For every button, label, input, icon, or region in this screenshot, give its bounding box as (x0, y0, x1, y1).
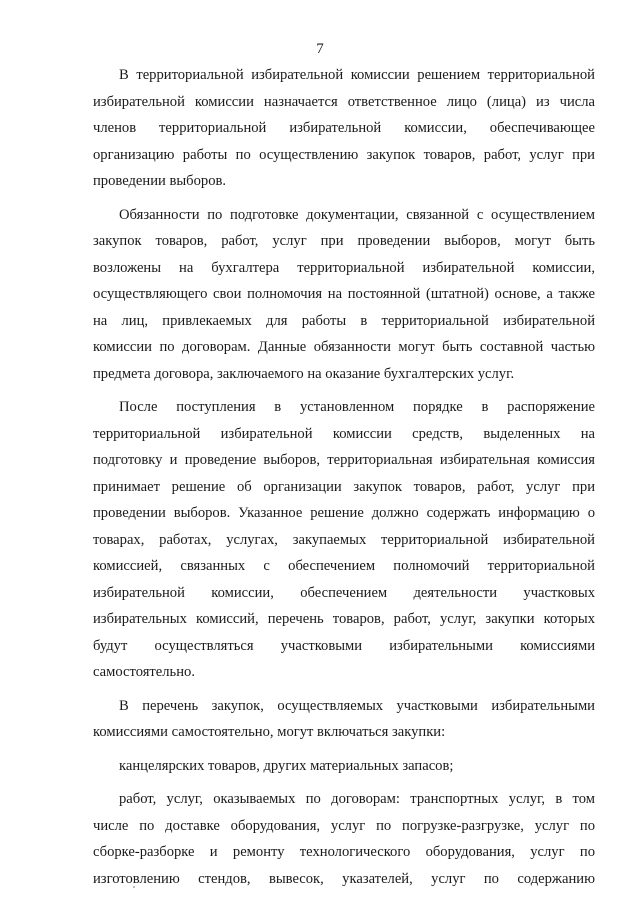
list-item-office-supplies: канцелярских товаров, других материальных запасов; (119, 757, 454, 774)
text-line: числе по доставке оборудования, услуг по погрузке-разгрузке, услуг по (93, 817, 595, 834)
text-line: сборке-разборке и ремонту технологического оборудования, услуг по (93, 844, 595, 860)
text-line: проведении выборов. Указанное решение должно содержать информацию о (93, 505, 595, 521)
text-line: осуществляющего свои полномочия на постоянной (штатной) основе, а также (93, 286, 595, 302)
text-line: комиссиями самостоятельно, могут включаться закупки: (93, 724, 446, 740)
text-line: товарах, работах, услугах, закупаемых территориальной избирательной (93, 531, 595, 548)
text-line: комиссии по договорам. Данные обязанности могут быть составной частью (93, 339, 595, 355)
text-line: работ, услуг, оказываемых по договорам: транспортных услуг, в том (119, 791, 595, 807)
scan-artifact (133, 886, 135, 888)
text-line: комиссией, связанных с обеспечением полномочий территориальной (93, 558, 595, 574)
text-line: закупок товаров, работ, услуг при проведении выборов, могут быть (93, 233, 595, 249)
text-line: Обязанности по подготовке документации, связанной с осуществлением (119, 206, 595, 223)
paragraph-procurement-decision (93, 394, 595, 686)
text-line: будут осуществляться участковыми избирательными комиссиями (93, 637, 595, 654)
text-line: членов территориальной избирательной комиссии, обеспечивающее (93, 120, 595, 136)
text-line: территориальной избирательной комиссии средств, выделенных на (93, 425, 595, 442)
text-line: проведении выборов. (93, 173, 227, 189)
paragraph-procurement-list (93, 693, 595, 746)
text-line: избирательной комиссии назначается ответственное лицо (лица) из числа (93, 93, 595, 110)
paragraph-services (93, 786, 595, 892)
text-line: В территориальной избирательной комиссии решением территориальной (119, 67, 595, 83)
page-number: 7 (316, 41, 324, 57)
text-line: самостоятельно. (93, 664, 195, 680)
paragraph-documentation-duties (93, 202, 595, 388)
text-line: избирательной комиссии, обеспечением деятельности участковых (93, 584, 595, 601)
text-line: предмета договора, заключаемого на оказание бухгалтерских услуг. (93, 365, 515, 382)
document-body (93, 62, 595, 899)
text-line: В перечень закупок, осуществляемых участковыми избирательными (119, 697, 595, 714)
text-line: избирательных комиссий, перечень товаров, работ, услуг, закупки которых (93, 611, 595, 627)
text-line: организацию работы по осуществлению закупок товаров, работ, услуг при (93, 146, 595, 163)
text-line: После поступления в установленном порядке в распоряжение (119, 399, 595, 415)
text-line: изготовлению стендов, вывесок, указателей, услуг по содержанию (93, 870, 595, 887)
text-line: подготовку и проведение выборов, территориальная избирательная комиссия (93, 452, 595, 468)
text-line: принимает решение об организации закупок товаров, работ, услуг при (93, 478, 595, 495)
text-line: возложены на бухгалтера территориальной избирательной комиссии, (93, 259, 595, 276)
paragraph-responsible-person (93, 62, 595, 195)
text-line: на лиц, привлекаемых для работы в территориальной избирательной (93, 312, 595, 329)
